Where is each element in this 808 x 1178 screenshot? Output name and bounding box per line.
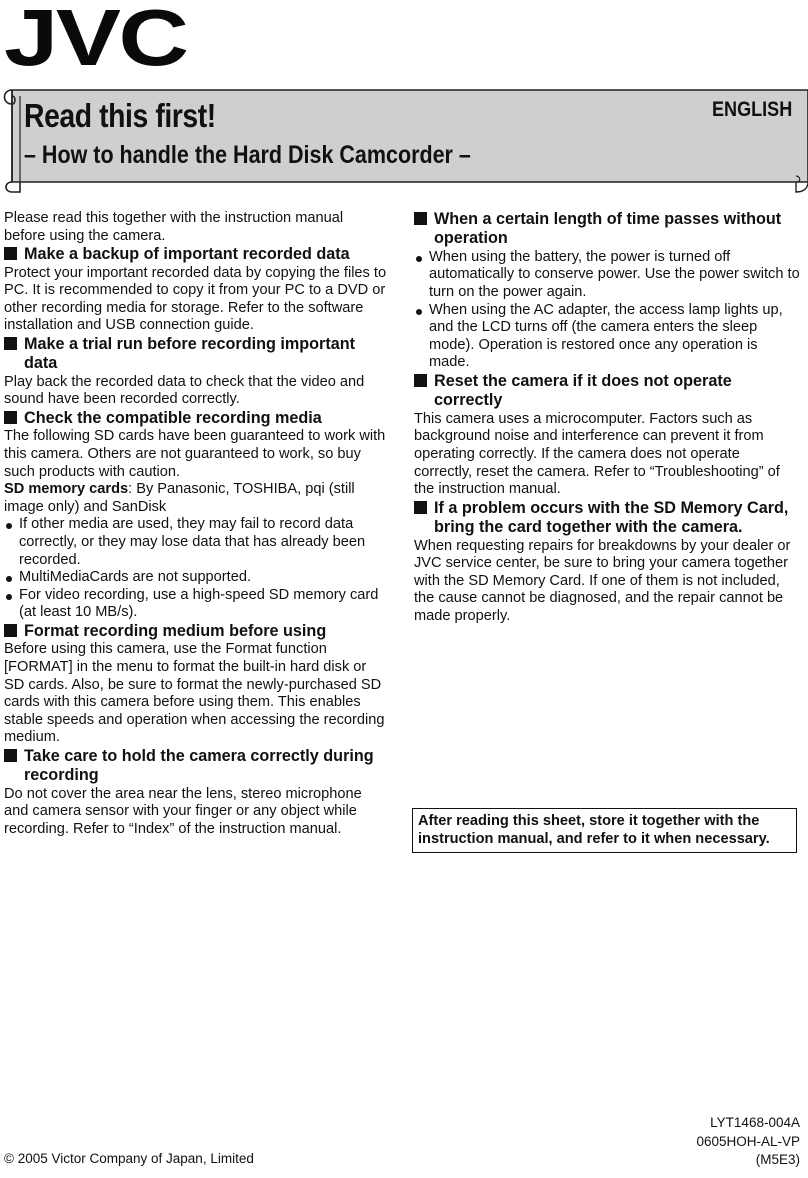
- media-bullet-list: [4, 516, 388, 622]
- copyright-text: © 2005 Victor Company of Japan, Limited: [4, 1151, 254, 1166]
- sd-cards-text: : By Panasonic, TOSHIBA, pqi (still image only) and SanDisk: [4, 481, 355, 515]
- document-codes: [696, 1114, 800, 1170]
- list-item: For video recording, use a high-speed SD memory card (at least 10 MB/s).: [4, 587, 388, 622]
- storage-note-box: After reading this sheet, store it together with the instruction manual, and refer to it when necessary.: [412, 808, 797, 853]
- language-label: ENGLISH: [712, 98, 793, 121]
- sd-cards-line: [4, 481, 388, 516]
- square-bullet-icon: [4, 749, 17, 762]
- section-body-reset: This camera uses a microcomputer. Factors such as background noise and interference can prevent it from operating correctly. If the camera does not operate correctly, reset the camera. Refer to “Troubleshooting” of the instruction manual.: [414, 410, 780, 498]
- section-body-hold-camera: Do not cover the area near the lens, stereo microphone and camera sensor with your finger or any object while recording. Refer to “Index” of the instruction manual.: [4, 785, 362, 837]
- list-item: If other media are used, they may fail to record data correctly, or they may lose data that has already been recorded.: [4, 516, 388, 569]
- square-bullet-icon: [414, 212, 427, 225]
- section-heading-trial-run: Make a trial run before recording important data: [4, 335, 388, 374]
- section-body-trial-run: Play back the recorded data to check that the video and sound have been recorded correctly.: [4, 373, 365, 408]
- section-heading-media: Check the compatible recording media: [4, 409, 388, 428]
- square-bullet-icon: [4, 247, 17, 260]
- section-body-media: The following SD cards have been guaranteed to work with this camera. Others are not guaranteed to work, so buy such products with caution.: [4, 428, 386, 480]
- section-heading-hold-camera: Take care to hold the camera correctly during recording: [4, 747, 388, 786]
- square-bullet-icon: [4, 337, 17, 350]
- list-item: MultiMediaCards are not supported.: [4, 569, 388, 587]
- intro-text: Please read this together with the instruction manual before using the camera.: [4, 210, 344, 244]
- section-body-format: Before using this camera, use the Format function [FORMAT] in the menu to format the built-in hard disk or SD cards. Also, be sure to format the newly-purchased SD cards with this camera before using them. This enables stable speeds and operation when accessing the recording medium.: [4, 641, 385, 746]
- document-code: LYT1468-004A: [710, 1115, 800, 1130]
- section-heading-backup: Make a backup of important recorded data: [4, 245, 388, 264]
- section-body-sd-problem: When requesting repairs for breakdowns by your dealer or JVC service center, be sure to bring your camera together with the SD Memory Card. If one of them is not included, the cause cannot be diagnosed, and the repair cannot be made properly.: [414, 537, 791, 624]
- list-item: When using the AC adapter, the access lamp lights up, and the LCD turns off (the camera enters the sleep mode). Operation is restored once any operation is made.: [414, 302, 800, 372]
- square-bullet-icon: [4, 411, 17, 424]
- section-heading-reset: Reset the camera if it does not operate correctly: [414, 372, 800, 411]
- section-heading-sd-problem: If a problem occurs with the SD Memory Card, bring the card together with the camera.: [414, 499, 800, 538]
- square-bullet-icon: [414, 374, 427, 387]
- document-code: (M5E3): [755, 1152, 800, 1167]
- square-bullet-icon: [4, 624, 17, 637]
- list-item: When using the battery, the power is turned off automatically to conserve power. Use the power switch to turn on the power again.: [414, 249, 800, 302]
- left-column: [4, 210, 388, 838]
- sd-cards-label: SD memory cards: [4, 481, 129, 498]
- section-heading-time-passes: When a certain length of time passes without operation: [414, 210, 800, 249]
- jvc-logo: JVC: [4, 0, 187, 82]
- section-heading-format: Format recording medium before using: [4, 622, 388, 641]
- right-column: [414, 210, 800, 626]
- document-code: 0605HOH-AL-VP: [696, 1133, 800, 1149]
- square-bullet-icon: [414, 501, 427, 514]
- section-body-backup: Protect your important recorded data by copying the files to PC. It is recommended to copy it from your PC to a DVD or other recording media for storage. Refer to the software installation and USB connection guide.: [4, 264, 387, 334]
- page-subtitle: – How to handle the Hard Disk Camcorder –: [24, 141, 471, 169]
- page-title: Read this first!: [24, 97, 216, 134]
- time-passes-bullet-list: [414, 249, 800, 372]
